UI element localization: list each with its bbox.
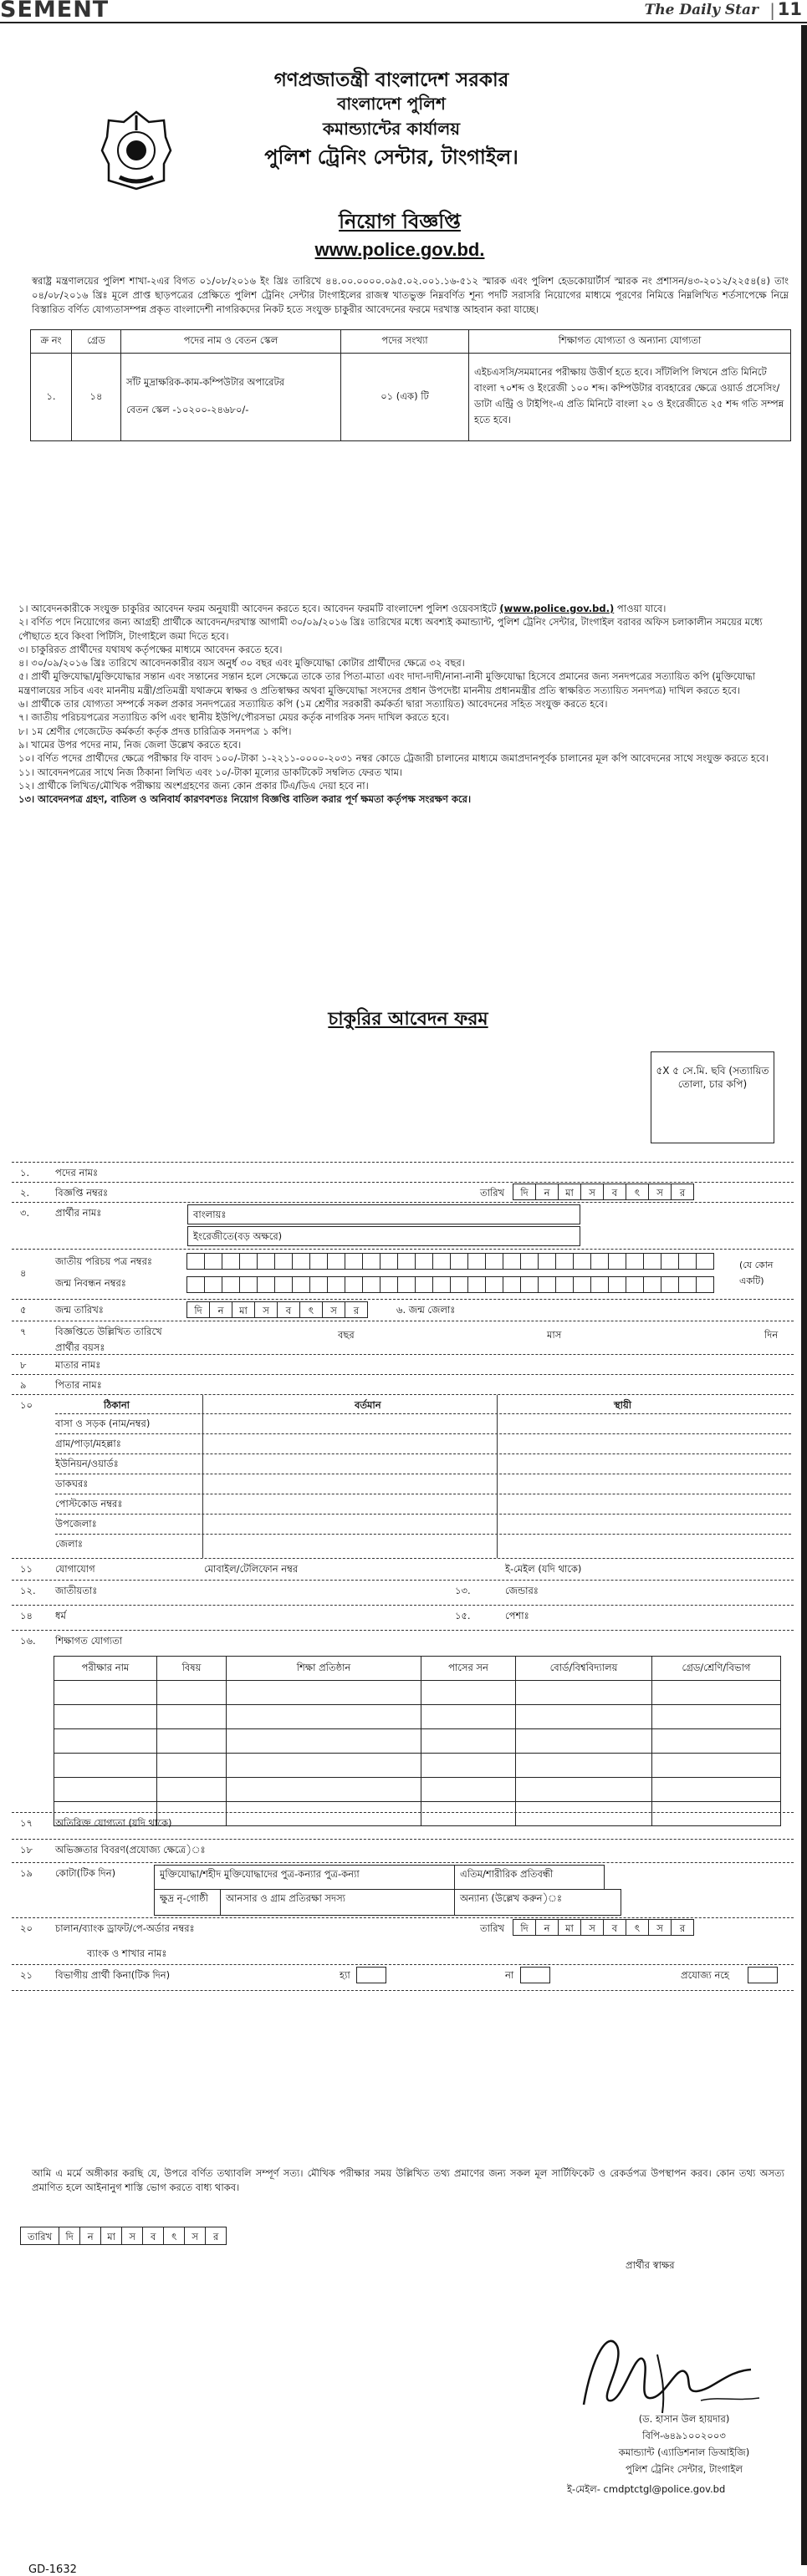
form-row-name: ৩. প্রার্থীর নামঃ বাংলায়ঃ ইংরেজীতে(বড় অক্ষরে) <box>12 1202 794 1249</box>
post-table-row <box>31 354 791 441</box>
contact-label: যোগাযোগ <box>55 1563 95 1575</box>
bank-branch-label: ব্যাংক ও শাখার নামঃ <box>87 1947 167 1959</box>
quota-freedom-fighter[interactable]: মুক্তিযোদ্ধা/শহীদ মুক্তিযোদ্ধাদের পুত্র-কন্যার পুত্র-কন্যা <box>154 1865 455 1890</box>
mobile-label: মোবাইল/টেলিফোন নম্বর <box>204 1563 299 1575</box>
education-row[interactable] <box>54 1778 781 1802</box>
nid-cells[interactable] <box>187 1253 714 1270</box>
age-year-label: বছর <box>338 1329 355 1341</box>
post-table <box>30 329 791 441</box>
newspaper-header <box>0 0 807 23</box>
signatory-id: বিপি-৬৪৯১০০২০০৩ <box>642 2430 726 2441</box>
quota-ansar-vdp[interactable]: আনসার ও গ্রাম প্রতিরক্ষা সদস্য <box>220 1889 455 1916</box>
post-name-label: পদের নামঃ <box>55 1167 99 1179</box>
condition-item: ১০। বর্ণিত পদের প্রার্থীদের ক্ষেত্রে পরীক্ষার ফি বাবদ ১০০/-টাকা ১-২২১১-০০০০-২০৩১ নম্বর কোডে ট্রেজারী চালানের মাধ্যমে জমাপ্রদানপূর্বক চালানের মূল কপি আবেদনের সাথে সংযুক্ত করতে হবে। <box>18 752 769 765</box>
condition-item: ১৩। আবেদনপত্র গ্রহণ, বাতিল ও অনিবার্য কারণবশতঃ নিয়োগ বিজ্ঞপ্তি বাতিল করার পূর্ণ ক্ষমতা কর্তৃপক্ষ সংরক্ষণ করে। <box>18 793 472 806</box>
address-field[interactable]: জেলাঃ <box>55 1534 791 1554</box>
application-form <box>12 1162 794 1991</box>
cell-sl: ১. <box>31 354 72 441</box>
form-row-post: ১. পদের নামঃ <box>12 1162 794 1182</box>
cell-qualification: এইচএসসি/সমমানের পরীক্ষায় উত্তীর্ণ হতে হবে। সাঁটলিপি লিখনে প্রতি মিনিটে বাংলা ৭০শব্দ ও ইংরেজী ১০০ শব্দ। কম্পিউটার ব্যবহারের ক্ষেত্রে ওয়ার্ড প্রসেসিং/ডাটা এন্ট্রি ও টাইপিং-এ প্রতি মিনিটে বাংলা ২০ ও ইংরেজীতে ২৫ শব্দ গতি সম্পন্ন হতে হবে। <box>469 354 791 441</box>
birth-district-label: ৬. জন্ম জেলাঃ <box>396 1304 456 1316</box>
nationality-label: জাতীয়তাঃ <box>55 1585 98 1596</box>
address-field[interactable]: ডাকঘরঃ <box>55 1474 791 1494</box>
condition-item: ১২। প্রার্থীকে লিখিত/মৌখিক পরীক্ষায় অংশগ্রহণের জন্য কোন প্রকার টিএ/ডিএ দেয়া হবে না। <box>18 779 369 792</box>
form-row-id: ৪ জাতীয় পরিচয় পত্র নম্বরঃ জন্ম নিবন্ধন নম্বরঃ (যে কোন একটি) <box>12 1249 794 1299</box>
police-title: বাংলাদেশ পুলিশ <box>337 94 446 114</box>
profession-label: পেশাঃ <box>505 1610 529 1621</box>
address-field[interactable]: গ্রাম/পাড়া/মহল্লাঃ <box>55 1433 791 1453</box>
age-month-label: মাস <box>547 1329 562 1341</box>
advert-date-label: তারিখ <box>480 1187 505 1199</box>
signatory-email[interactable]: ই-মেইল- cmdptctgl@police.gov.bd <box>567 2483 726 2495</box>
address-field[interactable]: বাসা ও সড়ক (নাম/নম্বর) <box>55 1413 791 1433</box>
present-address-label: বর্তমান <box>355 1399 381 1411</box>
col-qualification: শিক্ষাগত যোগ্যতা ও অন্যান্য যোগ্যতা <box>469 330 791 354</box>
option-na[interactable]: প্রযোজ্য নহে <box>681 1969 729 1981</box>
signatory-block <box>567 2411 784 2497</box>
departmental-label: বিভাগীয় প্রার্থী কিনা(টিক দিন) <box>55 1969 171 1981</box>
birth-reg-cells[interactable] <box>187 1276 714 1293</box>
challan-date-cells[interactable]: দি ন মা স ব ৎ স র <box>513 1919 694 1936</box>
applicant-signature-label: প্রার্থীর স্বাক্ষর <box>626 2259 675 2271</box>
form-row-extra-qual: ১৭ অতিরিক্ত যোগ্যতা (যদি থাকে) <box>12 1812 794 1839</box>
father-name-label: পিতার নামঃ <box>55 1379 102 1391</box>
condition-item: ৮। ১ম শ্রেণীর গেজেটেড কর্মকর্তা কর্তৃক প্রদত্ত চারিত্রিক সনদপত্র ১ কপি। <box>18 725 292 737</box>
col-grade: গ্রেড <box>72 330 121 354</box>
intro-paragraph: স্বরাষ্ট্র মন্ত্রণালয়ের পুলিশ শাখা-২এর বিগত ০১/০৮/২০১৬ ইং খ্রিঃ তারিখে ৪৪.০০.০০০০.০৯৫.০২.০০১.১৬-৫১২ স্মারক এবং পুলিশ হেডকোয়ার্টার্স স্মারক নং প্রশাসন/৪৩-২০১২/২২৫৪(৪) তাং ০৪/০৮/২০১৬ খ্রিঃ মূলে প্রাপ্ত ছাড়পত্রের প্রেক্ষিতে পুলিশ ট্রেনিং সেন্টার টাংগাইলের রাজস্ব খাতভুক্ত নিম্নবর্ণিত শূন্য পদটি সরাসরি নিয়োগের মাধ্যমে পূরণের নিমিত্তে নিম্নলিখিত শর্তসাপেক্ষে নিম্নে বিস্তারিত বর্ণিত যোগ্যতাসম্পন্ন প্রকৃত বাংলাদেশী নাগরিকদের নিকট হতে সংযুক্ত চাকুরীর আবেদনের ফরমে দরখাস্ত আহবান করা যাচ্ছে। <box>32 275 789 315</box>
page-number: 11 <box>777 0 802 19</box>
pay-scale: বেতন স্কেল -১০২০০-২৪৬৮০/- <box>126 404 249 415</box>
website-link[interactable]: www.police.gov.bd. <box>314 239 485 260</box>
age-day-label: দিন <box>764 1329 779 1341</box>
header-divider: | <box>769 0 775 20</box>
mother-name-label: মাতার নামঃ <box>55 1359 101 1371</box>
condition-item: ৫। প্রার্থী মুক্তিযোদ্ধা/মুক্তিযোদ্ধার সন্তান এবং সন্তানের সন্তান হলে সেক্ষেত্রে তাকে তার পিতা-মাতা এবং দাদা-দাদী/নানা-নানী মুক্তিযোদ্ধা হিসেবে প্রমানের জন্য সনদপত্রের সত্যায়িত কপি (মুক্তিযোদ্ধা মন্ত্রণালয়ের সচিব এবং মাননীয় মন্ত্রী/প্রতিমন্ত্রী যথাক্রমে স্বাক্ষর ও প্রতিস্বাক্ষর অথবা মুক্তিযোদ্ধা সংসদের প্রধান উপদেষ্টা মাননীয় প্রধানমন্ত্রীর প্রতি স্বাক্ষরিত সত্যায়িত সনদপত্র) দাখিল করতে হবে। <box>18 670 756 696</box>
condition-item: ৭। জাতীয় পরিচয়পত্রের সত্যায়িত কপি এবং স্থানীয় ইউপি/পৌরসভা মেয়র কর্তৃক নাগরিক সনদ দাখিল করতে হবে। <box>18 711 450 724</box>
form-row-advert: ২. বিজ্ঞপ্তি নম্বরঃ তারিখ দি ন মা স ব ৎ স র <box>12 1182 794 1202</box>
address-fields <box>55 1413 791 1554</box>
col-sl: ক্র নং <box>31 330 72 354</box>
address-field[interactable]: উপজেলাঃ <box>55 1514 791 1534</box>
education-row[interactable] <box>54 1681 781 1705</box>
condition-item: ৬। প্রার্থীকে তার যোগ্যতা সম্পর্কে সকল প্রকার সনদপত্রের সত্যায়িত কপি (১ম শ্রেণীর সরকারী কর্মকর্তা দ্বারা সত্যায়িত) আবেদনের সহিত সংযুক্ত করতে হবে। <box>18 698 608 710</box>
address-field[interactable]: ইউনিয়ন/ওয়ার্ডঃ <box>55 1453 791 1474</box>
col-post: পদের নাম ও বেতন স্কেল <box>121 330 341 354</box>
center-title: পুলিশ ট্রেনিং সেন্টার, টাংগাইল। <box>264 145 518 169</box>
form-row-departmental: ২১ বিভাগীয় প্রার্থী কিনা(টিক দিন) হ্যা না প্রযোজ্য নহে <box>12 1964 794 1991</box>
form-row-mother: ৮ মাতার নামঃ <box>12 1354 794 1374</box>
form-row-dob: ৫ জন্ম তারিখঃ দি ন মা স ব ৎ স র ৬. জন্ম জেলাঃ <box>12 1299 794 1321</box>
declaration: আমি এ মর্মে অঙ্গীকার করছি যে, উপরে বর্ণিত তথ্যাবলি সম্পূর্ণ সত্য। মৌখিক পরীক্ষার সময় উল্লিখিত তথ্য প্রমাণের জন্য সকল মূল সার্টিফিকেট ও রেকর্ডপত্র উপস্থাপন করব। কোন তথ্য অসত্য প্রমাণিত হলে আইনানুগ শাস্তি ভোগ করতে বাধ্য থাকব। <box>32 2167 784 2193</box>
education-table <box>54 1656 781 1826</box>
condition-item: ১। আবেদনকারীকে সংযুক্ত চাকুরির আবেদন ফরম অনুযায়ী আবেদন করতে হবে। আবেদন ফরমটি বাংলাদেশ পুলিশ ওয়েবসাইটে (www.police.gov.bd.) পাওয়া যাবে। <box>18 603 667 614</box>
birth-reg-label: জন্ম নিবন্ধন নম্বরঃ <box>55 1277 126 1289</box>
permanent-address-label: স্থায়ী <box>614 1399 632 1411</box>
quota-others[interactable]: অন্যান্য (উল্লেখ করুন)ঃ <box>454 1889 621 1916</box>
cell-post <box>121 354 341 441</box>
condition-item: ৯। খামের উপর পদের নাম, নিজ জেলা উল্লেখ করতে হবে। <box>18 738 242 751</box>
quota-label: কোটা(টিক দিন) <box>55 1867 116 1879</box>
post-table-header <box>31 330 791 354</box>
one-of-note: (যে কোন একটি) <box>739 1260 774 1286</box>
conditions-list <box>18 602 792 806</box>
challan-label: চালান/ব্যাংক ড্রাফট/পে-অর্ডার নম্বরঃ <box>55 1922 195 1934</box>
form-row-contact: ১১ যোগাযোগ মোবাইল/টেলিফোন নম্বর ই-মেইল (যদি থাকে) <box>12 1558 794 1580</box>
gender-label: জেন্ডারঃ <box>505 1585 539 1596</box>
form-row-nationality: ১২. জাতীয়তাঃ ১৩. জেন্ডারঃ <box>12 1580 794 1605</box>
name-bangla-field[interactable]: বাংলায়ঃ <box>187 1204 580 1224</box>
declaration-date <box>20 2227 227 2245</box>
quota-orphan-disabled[interactable]: এতিম/শারীরিক প্রতিবন্ধী <box>454 1865 605 1890</box>
experience-label: অভিজ্ঞতার বিবরণ(প্রযোজ্য ক্ষেত্রে)ঃ <box>55 1844 206 1856</box>
email-label: ই-মেইল (যদি থাকে) <box>505 1563 582 1575</box>
signatory-office: পুলিশ ট্রেনিং সেন্টার, টাংগাইল <box>626 2463 743 2475</box>
cell-count: ০১ (এক) টি <box>341 354 469 441</box>
post-name: সাঁট মুদ্রাক্ষরিক-কাম-কম্পিউটার অপারেটর <box>126 376 285 388</box>
challan-date-label: তারিখ <box>480 1922 505 1934</box>
religion-label: ধর্ম <box>55 1610 66 1621</box>
website-link-inline[interactable]: (www.police.gov.bd.) <box>499 603 615 614</box>
education-row[interactable] <box>54 1729 781 1754</box>
paper-name: The Daily Star <box>644 2 758 18</box>
photo-box[interactable]: ৫X ৫ সে.মি. ছবি (সত্যায়িত তোলা, চার কপি) <box>651 1051 774 1143</box>
no-checkbox[interactable] <box>520 1967 550 1983</box>
signature-icon <box>559 2321 776 2421</box>
extra-qualification-label: অতিরিক্ত যোগ্যতা (যদি থাকে) <box>55 1817 172 1829</box>
condition-item: ৩। চাকুরিরত প্রার্থীদের যথাযথ কর্তৃপক্ষের মাধ্যমে আবেদন করতে হবে। <box>18 643 283 655</box>
advert-date-cells[interactable]: দি ন মা স ব ৎ স র <box>513 1184 694 1200</box>
form-row-education: ১৬. শিক্ষাগত যোগ্যতা পরীক্ষার নাম বিষয় শিক্ষা প্রতিষ্ঠান পাসের সন বোর্ড/বিশ্ববিদ্যালয় গ্রেড/শ্রেণি/বিভাগ <box>12 1630 794 1812</box>
office-title: কমান্ড্যান্টের কার্যালয় <box>323 119 460 139</box>
form-title: চাকুরির আবেদন ফরম <box>328 1008 488 1030</box>
cell-grade: ১৪ <box>72 354 121 441</box>
address-label: ঠিকানা <box>104 1399 130 1411</box>
notice-title: নিয়োগ বিজ্ঞপ্তি <box>339 209 461 233</box>
yes-checkbox[interactable] <box>356 1967 386 1983</box>
form-row-religion: ১৪ ধর্ম ১৫. পেশাঃ <box>12 1605 794 1630</box>
section-name: SEMENT <box>0 0 110 23</box>
name-label: প্রার্থীর নামঃ <box>55 1207 102 1219</box>
condition-item: ৪। ৩০/০৯/২০১৬ খ্রিঃ তারিখে আবেদনকারীর বয়স অনুর্ধ ৩০ বছর এবং মুক্তিযোদ্ধা কোটার প্রার্থীদের ক্ষেত্রে ৩২ বছর। <box>18 657 465 669</box>
age-label: বিজ্ঞপ্তিতে উল্লিখিত তারিখে প্রার্থীর বয়সঃ <box>55 1326 162 1353</box>
ad-code: GD-1632 <box>28 2563 77 2576</box>
signatory-designation: কমান্ড্যান্ট (এ্যাডিশনাল ডিআইজি) <box>618 2446 750 2458</box>
education-row[interactable] <box>54 1754 781 1778</box>
declaration-date-label: তারিখ <box>20 2227 59 2245</box>
govt-title: গণপ্রজাতন্ত্রী বাংলাদেশ সরকার <box>273 69 509 91</box>
condition-item: ২। বর্ণিত পদে নিয়োগের জন্য আগ্রহী প্রার্থীকে আবেদন/দরখাস্ত আগামী ৩০/০৯/২০১৬ খ্রিঃ তারিখের মধ্যে অবশ্যই কমান্ড্যান্ট, পুলিশ ট্রেনিং সেন্টার, টাংগাইল বরাবর অফিস চলাকালীন সময়ের মধ্যে পৌছাতে হবে কিংবা পিটিসি, টাংগাইলে জমা দিতে হবে। <box>18 616 763 642</box>
address-field[interactable]: পোস্টকোড নম্বরঃ <box>55 1494 791 1514</box>
form-row-father: ৯ পিতার নামঃ <box>12 1374 794 1394</box>
form-row-experience: ১৮ অভিজ্ঞতার বিবরণ(প্রযোজ্য ক্ষেত্রে)ঃ <box>12 1839 794 1862</box>
education-row[interactable] <box>54 1705 781 1729</box>
form-row-age: ৭ বিজ্ঞপ্তিতে উল্লিখিত তারিখে প্রার্থীর বয়সঃ বছর মাস দিন <box>12 1321 794 1354</box>
col-count: পদের সংখ্যা <box>341 330 469 354</box>
education-header: পরীক্ষার নাম বিষয় শিক্ষা প্রতিষ্ঠান পাসের সন বোর্ড/বিশ্ববিদ্যালয় গ্রেড/শ্রেণি/বিভাগ <box>54 1657 781 1681</box>
form-row-address: ১০ ঠিকানা বর্তমান স্থায়ী বাসা ও সড়ক (নাম/নম্বর) গ্রাম/পাড়া/মহল্লাঃ ইউনিয়ন/ওয়ার্ডঃ ডাকঘরঃ পোস্টকোড নম্বরঃ উপজেলাঃ জেলাঃ <box>12 1394 794 1558</box>
signatory-name: (ড. হাসান উল হায়দার) <box>638 2413 730 2425</box>
option-no[interactable]: না <box>505 1969 514 1981</box>
page-edge <box>801 25 807 2565</box>
dob-label: জন্ম তারিখঃ <box>55 1304 104 1316</box>
quota-ethnic-minority[interactable]: ক্ষুদ্র নৃ-গোষ্ঠী <box>154 1889 221 1916</box>
form-row-quota: ১৯ কোটা(টিক দিন) মুক্তিযোদ্ধা/শহীদ মুক্তিযোদ্ধাদের পুত্র-কন্যার পুত্র-কন্যা এতিম/শারীরিক প্রতিবন্ধী ক্ষুদ্র নৃ-গোষ্ঠী আনসার ও গ্রাম প্রতিরক্ষা সদস্য অন্যান্য (উল্লেখ করুন)ঃ <box>12 1862 794 1917</box>
dob-cells[interactable]: দি ন মা স ব ৎ স র <box>187 1301 368 1318</box>
form-row-challan: ২০ চালান/ব্যাংক ড্রাফট/পে-অর্ডার নম্বরঃ তারিখ দি ন মা স ব ৎ স র ব্যাংক ও শাখার নামঃ <box>12 1917 794 1964</box>
declaration-date-cells[interactable]: দি ন মা স ব ৎ স র <box>59 2227 227 2245</box>
condition-item: ১১। আবেদনপত্রের সাথে নিজ ঠিকানা লিখিত এবং ১০/-টাকা মূল্যের ডাকটিকেট সম্বলিত ফেরত খাম। <box>18 766 403 778</box>
na-checkbox[interactable] <box>748 1967 778 1983</box>
option-yes[interactable]: হ্যা <box>340 1969 350 1981</box>
recruitment-ad <box>7 27 797 2576</box>
nid-label: জাতীয় পরিচয় পত্র নম্বরঃ <box>55 1255 153 1267</box>
education-label: শিক্ষাগত যোগ্যতা <box>55 1635 123 1647</box>
advert-no-label: বিজ্ঞপ্তি নম্বরঃ <box>55 1187 109 1199</box>
name-english-field[interactable]: ইংরেজীতে(বড় অক্ষরে) <box>187 1226 580 1246</box>
